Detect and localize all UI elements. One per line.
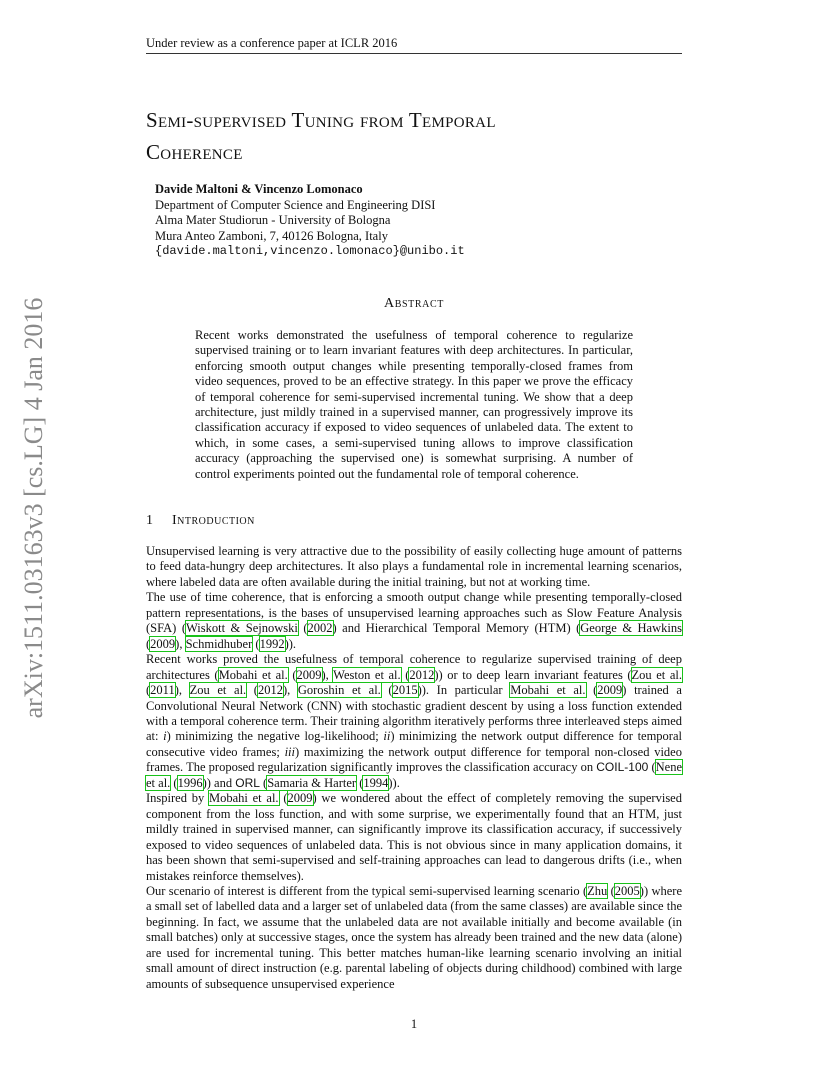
arxiv-stamp bbox=[12, 298, 56, 718]
intro-paragraph-3: Recent works proved the usefulness of temporal coherence to regularize supervised training of deep architectures (Mobahi et al. (2009), Weston et al. (2012)) or to deep learn invariant features (Zou et al. (2011), Zou et al. (2012), Goroshin et al. (2015)). In particular Mobahi et al. (2009) trained a Convolutional Neural Network (CNN) with stochastic gradient descent by using a loss function extended with a temporal coherence term. Their training algorithm iteratively performs three interleaved steps aimed at: i) minimizing the negative log-likelihood; ii) minimizing the network output difference for temporal consecutive video frames; iii) maximizing the network output difference for temporal non-closed video frames. The proposed regularization significantly improves the classification accuracy on COIL-100 (Nene et al. (1996)) and ORL (Samaria & Harter (1994)). bbox=[146, 652, 682, 790]
citation-link[interactable]: 2009 bbox=[597, 683, 623, 698]
citation-link[interactable]: 2002 bbox=[307, 621, 333, 636]
roman-numeral: iii bbox=[284, 744, 295, 759]
citation-link[interactable]: Schmidhuber bbox=[185, 636, 253, 651]
text-run: ) and bbox=[206, 775, 236, 790]
author-university: Alma Mater Studiorun - University of Bologna bbox=[155, 213, 391, 228]
citation-link[interactable]: Zhu bbox=[587, 883, 608, 898]
intro-paragraph-5: Our scenario of interest is different from the typical semi-supervised learning scenario (Zhu (2005)) where a small set of labelled data and a larger set of unlabeled data (from the same classes) are available since the beginning. In fact, we assume that the unlabeled data are not available initially and become available (in small batches) only at successive stages, once the system has already been trained and the new data (alone) are used for incremental tuning. This better matches human-like learning scenario involving an initial small amount of direct instruction (e.g. parental labeling of objects during childhood) combined with large amounts of subsequence unsupervised experience bbox=[146, 883, 682, 991]
paper-title bbox=[146, 104, 686, 168]
abstract-heading: Abstract bbox=[384, 296, 444, 311]
text-run: Inspired by bbox=[146, 791, 209, 806]
running-head: Under review as a conference paper at ICLR 2016 bbox=[146, 36, 398, 50]
citation-link[interactable]: Samaria & Harter bbox=[267, 775, 357, 790]
author-department: Department of Computer Science and Engineering DISI bbox=[155, 197, 436, 212]
citation-link[interactable]: 1996 bbox=[177, 775, 203, 790]
text-run: ) or to deep learn invariant features ( bbox=[438, 667, 632, 682]
citation-link[interactable]: 2012 bbox=[257, 683, 283, 698]
text-run: )). bbox=[284, 636, 297, 651]
citation-link[interactable]: 1994 bbox=[363, 775, 389, 790]
author-block bbox=[155, 182, 655, 260]
citation-link[interactable]: Mobahi et al. bbox=[218, 667, 288, 682]
dataset-name: ORL bbox=[235, 775, 260, 790]
citation-link[interactable]: 2009 bbox=[150, 636, 176, 651]
author-names: Davide Maltoni & Vincenzo Lomonaco bbox=[155, 182, 363, 196]
citation-link[interactable]: 2009 bbox=[287, 791, 313, 806]
section-title: Introduction bbox=[172, 513, 255, 528]
page-number: 1 bbox=[410, 1017, 418, 1031]
citation-link[interactable]: Weston et al. bbox=[333, 667, 401, 682]
text-run: ) where a small set of labelled data and a larger set of unlabeled data (from the same classes) are available since the beginning. In fact, we assume that the unlabeled data are not available initially and become available (in small batches) only at successive stages, once the system has already been trained and the new data (alone) are used for incremental tuning. This better matches human-like learning scenario involving an initial small amount of direct instruction (e.g. parental labeling of objects during childhood) combined with large amounts of subsequence unsupervised experience bbox=[146, 883, 682, 991]
roman-numeral: i bbox=[163, 729, 167, 744]
text-run: trained a Convolutional Neural Network (CNN) with stochastic gradient descent by using a loss function extended with a temporal coherence term. Their training algorithm iteratively performs three interleaved steps aimed at: bbox=[146, 683, 682, 744]
citation-link[interactable]: 2009 bbox=[296, 667, 322, 682]
citation-link[interactable]: 2011 bbox=[150, 683, 175, 698]
citation-link[interactable]: Wiskott & Sejnowski bbox=[185, 621, 298, 636]
citation-link[interactable]: Mobahi et al. bbox=[208, 791, 279, 806]
text-run: we wondered about the effect of completely removing the supervised component from the loss function, and with some surprise, we experimentally found that an HTM, just mildly trained in supervised manner, can significantly improve its classification accuracy, if successively exposed to video sequences of unlabeled data. This is not obvious since in many application domains, it has been shown that semi-supervised and self-training approaches can lead to dangerous drifts (i.e., when mistakes reinforce themselves). bbox=[146, 791, 682, 883]
text-run: Our scenario of interest is different from the typical semi-supervised learning scenario ( bbox=[146, 883, 588, 898]
text-run: The use of time coherence, that is enforcing a smooth output change while presenting temporally-closed pattern representations, is the bases of unsupervised learning approaches such as Slow Feature Analysis (SFA) ( bbox=[146, 590, 682, 636]
intro-paragraph-1: Unsupervised learning is very attractive due to the possibility of easily collecting huge amount of patterns to feed data-hungry deep architectures. It also plays a fundamental role in incremental learning scenarios, where labeled data are often available during the initial training, but not at working time. bbox=[146, 544, 682, 589]
citation-link[interactable]: Goroshin et al. bbox=[297, 683, 381, 698]
section-heading bbox=[146, 513, 546, 529]
text-run: ). In particular bbox=[421, 683, 511, 698]
citation-link[interactable]: 2005 bbox=[614, 883, 640, 898]
text-run: ) minimizing the network output difference for temporal consecutive video frames; bbox=[146, 729, 682, 759]
header-rule bbox=[146, 53, 682, 54]
dataset-name: COIL-100 bbox=[596, 760, 649, 775]
citation-link[interactable]: Zou et al. bbox=[189, 683, 247, 698]
section-number: 1 bbox=[146, 513, 154, 528]
title-line-1: Semi-supervised Tuning from Temporal bbox=[146, 108, 496, 132]
citation-link[interactable]: 2015 bbox=[392, 683, 418, 698]
citation-link[interactable]: 2012 bbox=[409, 667, 435, 682]
text-run: Recent works proved the usefulness of temporal coherence to regularize supervised training of deep architectures ( bbox=[146, 652, 682, 682]
title-line-2: Coherence bbox=[146, 140, 243, 164]
introduction-body bbox=[146, 544, 682, 992]
citation-link[interactable]: George & Hawkins bbox=[580, 621, 682, 636]
text-run: ) and Hierarchical Temporal Memory (HTM) ( bbox=[332, 621, 581, 636]
intro-paragraph-4: Inspired by Mobahi et al. (2009) we wondered about the effect of completely removing the supervised component from the loss function, and with some surprise, we experimentally found that an HTM, just mildly trained in supervised manner, can significantly improve its classification accuracy, if successively exposed to video sequences of unlabeled data. This is not obvious since in many application domains, it has been shown that semi-supervised and self-training approaches can lead to dangerous drifts (i.e., when mistakes reinforce themselves). bbox=[146, 791, 682, 883]
citation-link[interactable]: Zou et al. bbox=[631, 667, 682, 682]
roman-numeral: ii bbox=[383, 729, 391, 744]
abstract-body: Recent works demonstrated the usefulness of temporal coherence to regularize supervised training or to learn invariant features with deep architectures. In particular, enforcing smooth output changes while presenting temporally-closed frames from video sequences, proved to be an effective strategy. In this paper we prove the efficacy of temporal coherence for semi-supervised incremental tuning. We show that a deep architecture, just mildly trained in a supervised manner, can progressively improve its classification accuracy if exposed to video sequences of unlabeled data. The extent to which, in some cases, a semi-supervised tuning allows to improve classification accuracy (approaching the supervised one) is somewhat surprising. A number of control experiments pointed out the fundamental role of temporal coherence. bbox=[195, 328, 633, 481]
author-email: {davide.maltoni,vincenzo.lomonaco}@unibo.it bbox=[155, 244, 465, 259]
citation-link[interactable]: 1992 bbox=[259, 636, 285, 651]
text-run: )). bbox=[388, 775, 400, 790]
text-run: ) maximizing the network output difference for temporal non-closed video frames. The proposed regularization significantly improves the classification accuracy on bbox=[146, 744, 682, 775]
author-address: Mura Anteo Zamboni, 7, 40126 Bologna, Italy bbox=[155, 228, 388, 243]
citation-link[interactable]: Mobahi et al. bbox=[510, 683, 586, 698]
text-run: ) minimizing the negative log-likelihood; bbox=[166, 729, 384, 744]
citation-link[interactable]: Nene et al. bbox=[146, 760, 682, 790]
intro-paragraph-2: The use of time coherence, that is enforcing a smooth output change while presenting temporally-closed pattern representations, is the bases of unsupervised learning approaches such as Slow Feature Analysis (SFA) (Wiskott & Sejnowski (2002) and Hierarchical Temporal Memory (HTM) (George & Hawkins (2009), Schmidhuber (1992)). bbox=[146, 590, 682, 651]
arxiv-id: arXiv:1511.03163v3 [cs.LG] 4 Jan 2016 bbox=[19, 297, 48, 719]
